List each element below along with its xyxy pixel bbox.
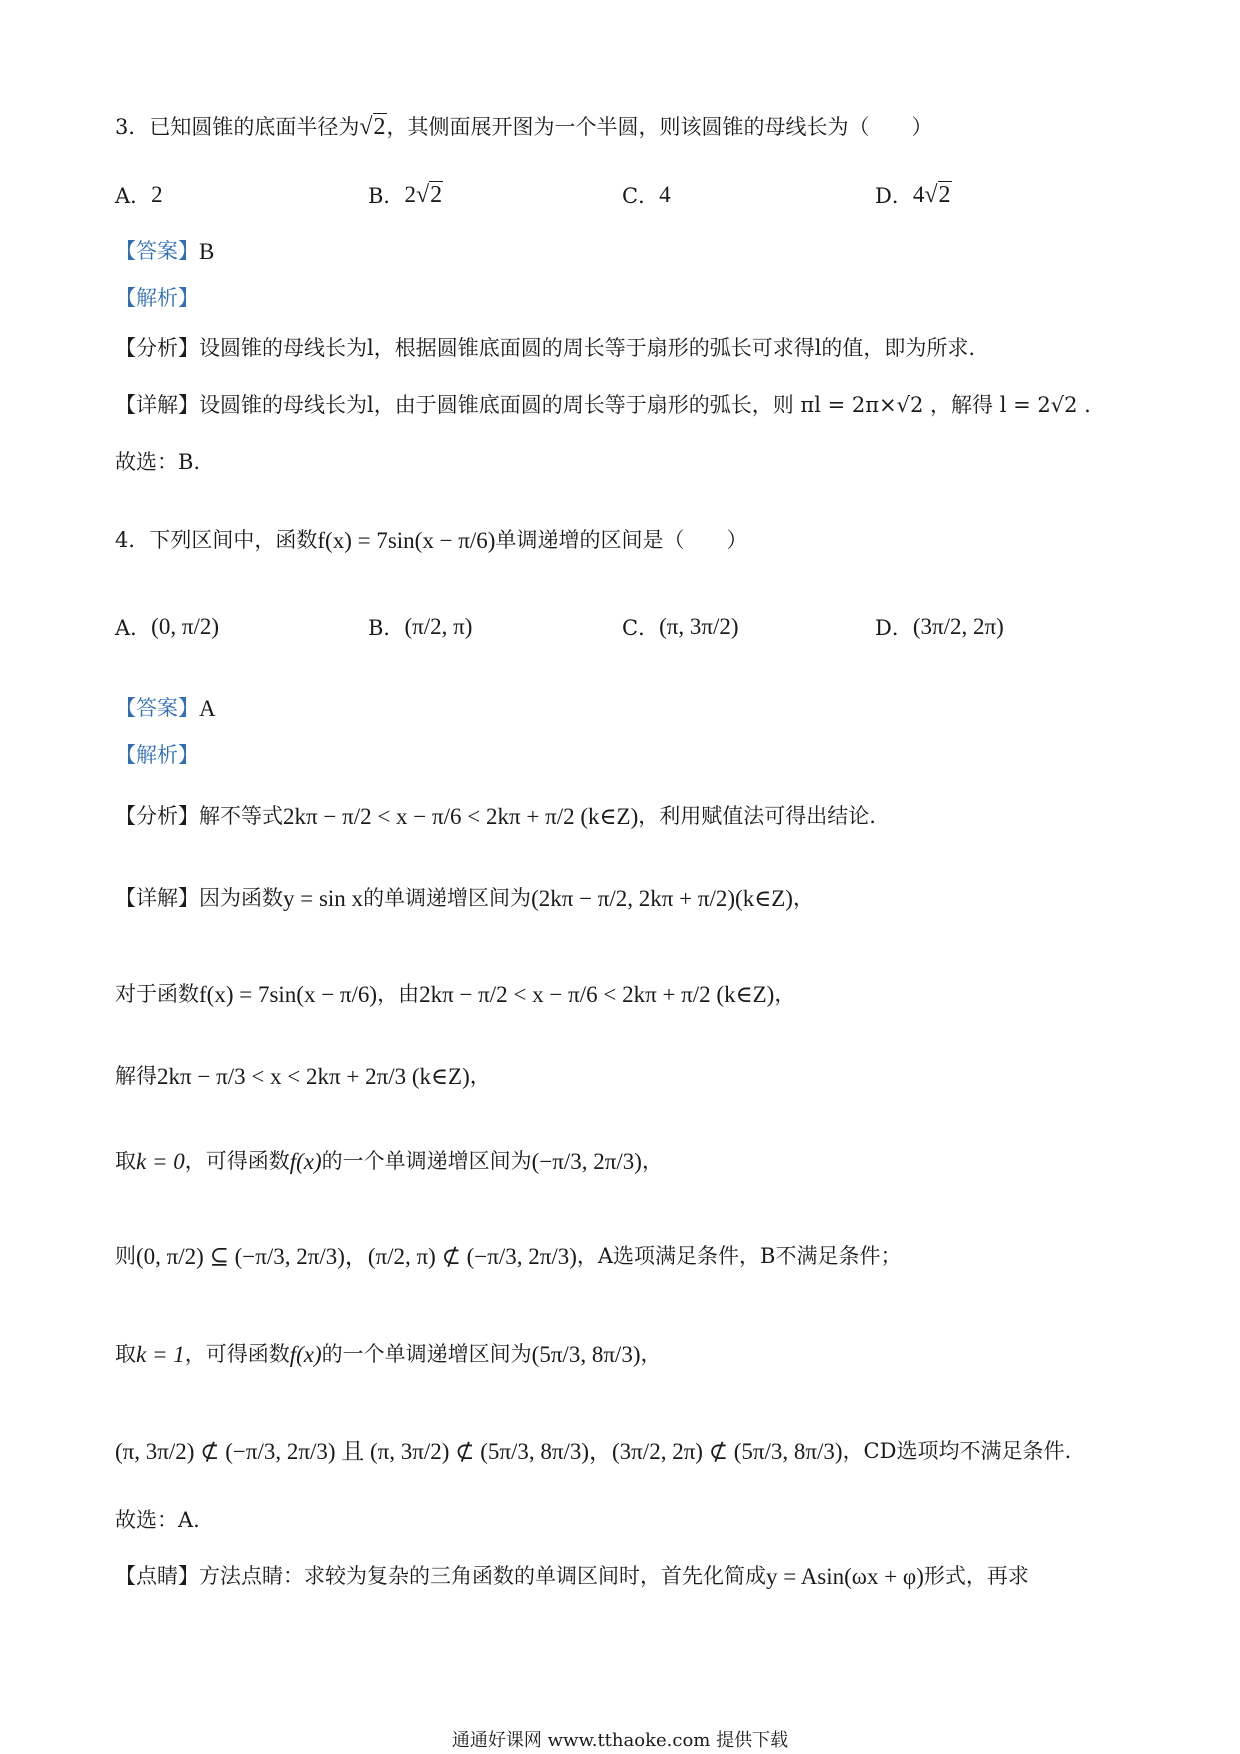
q3-stem-tail: ，其侧面展开图为一个半圆，则该圆锥的母线长为（ ）: [386, 114, 933, 139]
q4-dianjing-pre: 方法点睛：求较为复杂的三角函数的单调区间时，首先化简成: [199, 1564, 766, 1588]
q3-option-a-value: 2: [151, 182, 163, 207]
q4-stem-pre: 4．下列区间中，函数: [115, 527, 318, 552]
q4-line6-math: (π, 3π/2) ⊄ (−π/3, 2π/3) 且 (π, 3π/2) ⊄ (5π/3, 8π/3)，(3π/2, 2π) ⊄ (5π/3, 8π/3): [115, 1439, 843, 1464]
q4-answer: [115, 697, 216, 720]
q4-line6: [115, 1440, 1071, 1463]
q3-option-b-value: 2√2: [404, 181, 443, 208]
q3-answer-value: B: [199, 239, 215, 264]
page-footer: 通通好课网 www.tthaoke.com 提供下载: [451, 1730, 789, 1751]
q4-line2-math: 2kπ − π/3 < x < 2kπ + 2π/3 (k∈Z): [157, 1064, 470, 1089]
q4-fenxi: [115, 805, 876, 828]
q3-option-d-label: D．: [875, 184, 913, 208]
q4-line5-end: ，: [640, 1342, 662, 1366]
q4-line2: [115, 1065, 491, 1088]
q3-option-b-label: B．: [368, 184, 405, 208]
q3-conclusion: 故选：B.: [115, 450, 201, 474]
q4-answer-tag: 【答案】: [115, 696, 199, 720]
q4-option-d-value: (3π/2, 2π): [912, 614, 1004, 639]
q3-option-a-label: A．: [115, 184, 152, 208]
q3-stem-math: √2: [359, 114, 386, 140]
q4-line1-math2: 2kπ − π/2 < x − π/6 < 2kπ + π/2 (k∈Z): [419, 982, 775, 1007]
q4-option-b: [368, 612, 472, 642]
q4-option-b-label: B．: [368, 616, 405, 640]
q4-answer-value: A: [199, 696, 216, 721]
q4-line3-interval: (−π/3, 2π/3): [531, 1149, 642, 1174]
q4-line5-mid: ，可得函数: [184, 1342, 290, 1366]
q4-option-d: [875, 612, 1004, 642]
q4-line5-k: k = 1: [136, 1342, 185, 1367]
q4-line2-pre: 解得: [115, 1064, 157, 1088]
q3-fenxi: [115, 338, 975, 359]
q4-line5-pre: 取: [115, 1342, 136, 1366]
q3-analysis-tag: 【解析】: [115, 286, 199, 310]
q4-line5-f: f(x): [289, 1342, 322, 1367]
q3-xiangjie-tag: 【详解】: [115, 393, 199, 417]
q3-option-d-value: 4√2: [912, 181, 951, 208]
q4-line3-k: k = 0: [136, 1149, 185, 1174]
q4-fenxi-math: 2kπ − π/2 < x − π/6 < 2kπ + π/2 (k∈Z): [283, 804, 639, 829]
q3-option-a: [115, 180, 163, 210]
q4-xiangjie-math2: (2kπ − π/2, 2kπ + π/2)(k∈Z): [531, 886, 793, 911]
q3-option-c-label: C．: [622, 184, 660, 208]
q4-line3-f: f(x): [289, 1149, 322, 1174]
q4-stem-post: 单调递增的区间是（ ）: [495, 527, 748, 552]
q4-line1-end: ，: [774, 982, 796, 1006]
q4-stem: [115, 515, 747, 565]
q4-dianjing-math: y = Asin(ωx + φ): [766, 1564, 924, 1589]
q4-xiangjie-tag: 【详解】: [115, 886, 199, 910]
q3-stem-text: 3．已知圆锥的底面半径为: [115, 114, 360, 139]
q3-fenxi-tag: 【分析】: [115, 336, 199, 360]
q4-line3-mid2: 的一个单调递增区间为: [321, 1149, 532, 1173]
q4-option-a-label: A．: [115, 616, 152, 640]
q4-xiangjie-math1: y = sin x: [283, 886, 364, 911]
q4-line4-pre: 则: [115, 1244, 136, 1268]
q3-fenxi-text: 设圆锥的母线长为l，根据圆锥底面圆的周长等于扇形的弧长可求得l的值，即为所求.: [199, 336, 976, 360]
q4-line1: [115, 983, 795, 1006]
q3-option-d: [875, 180, 952, 210]
q4-option-c-label: C．: [622, 616, 660, 640]
q4-stem-func: f(x) = 7sin(x − π/6): [317, 527, 496, 553]
q4-fenxi-tag: 【分析】: [115, 804, 199, 828]
q4-dianjing: [115, 1565, 1029, 1588]
q4-dianjing-post: 形式，再求: [923, 1564, 1029, 1588]
q4-fenxi-post: ，利用赋值法可得出结论.: [638, 804, 876, 828]
q3-xiangjie: [115, 395, 1091, 416]
q4-option-a-value: (0, π/2): [151, 614, 219, 639]
q3-answer-tag: 【答案】: [115, 239, 199, 263]
q4-xiangjie-mid: 的单调递增区间为: [363, 886, 532, 910]
q4-line6-post: ，CD选项均不满足条件.: [842, 1439, 1072, 1463]
q4-fenxi-pre: 解不等式: [199, 804, 283, 828]
q4-conclusion: 故选：A.: [115, 1508, 200, 1532]
q4-line3: [115, 1150, 663, 1173]
q3-option-c-value: 4: [659, 182, 671, 207]
q4-dianjing-tag: 【点睛】: [115, 1564, 199, 1588]
q4-line3-end: ，: [641, 1149, 663, 1173]
q4-line5-mid2: 的一个单调递增区间为: [321, 1342, 532, 1366]
q3-xiangjie-text: 设圆锥的母线长为l，由于圆锥底面圆的周长等于扇形的弧长，则 πl = 2π×√2 ，解得 l = 2√2 .: [199, 393, 1091, 417]
q3-option-c: [622, 180, 671, 210]
q4-line4-math: (0, π/2) ⊆ (−π/3, 2π/3)，(π/2, π) ⊄ (−π/3, 2π/3): [136, 1244, 577, 1269]
q4-line1-pre: 对于函数: [115, 982, 199, 1006]
q4-xiangjie: [115, 887, 814, 910]
q3-stem: [115, 115, 933, 139]
q4-option-d-label: D．: [875, 616, 913, 640]
q4-line2-end: ，: [469, 1064, 491, 1088]
q4-line5: [115, 1343, 661, 1366]
q4-xiangjie-pre: 因为函数: [199, 886, 283, 910]
q4-line5-interval: (5π/3, 8π/3): [531, 1342, 641, 1367]
q4-line3-pre: 取: [115, 1149, 136, 1173]
q4-line3-mid: ，可得函数: [184, 1149, 290, 1173]
q4-xiangjie-end: ，: [792, 886, 814, 910]
q4-line4-post: ，A选项满足条件，B不满足条件；: [576, 1244, 902, 1268]
q4-line4: [115, 1245, 902, 1268]
q4-analysis-tag: 【解析】: [115, 743, 199, 767]
q4-option-c: [622, 612, 739, 642]
q4-line1-math1: f(x) = 7sin(x − π/6): [199, 982, 378, 1007]
q3-option-b: [368, 180, 443, 210]
q4-option-b-value: (π/2, π): [404, 614, 473, 639]
q4-option-c-value: (π, 3π/2): [659, 614, 739, 639]
q3-answer: [115, 240, 214, 263]
q4-line1-mid: ，由: [377, 982, 420, 1006]
q4-option-a: [115, 612, 219, 642]
